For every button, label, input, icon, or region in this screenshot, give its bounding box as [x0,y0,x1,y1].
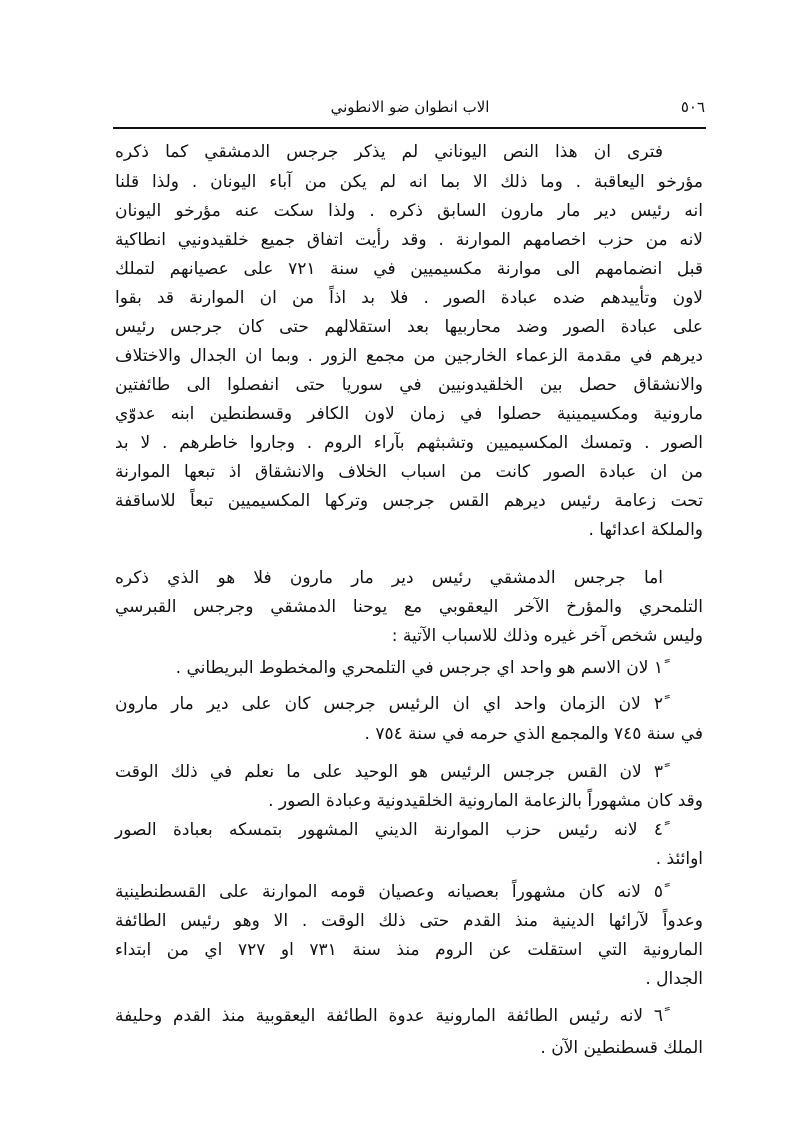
text-line: من ان عبادة الصور كانت من اسباب الخلاف والانشقاق اذ تبعها الموارنة [115,462,703,482]
text-line: في سنة ٧٤٥ والمجمع الذي حرمه في سنة ٧٥٤ . [364,724,703,744]
text-line: الجدال . [645,969,703,989]
text-line: والملكة اعدائها . [588,520,703,540]
text-line: مارونية ومكسيمينية حصلوا في زمان لاون الكافر وقسطنطين ابنه عدوّي [115,404,703,424]
text-line: انه رئيس دير مار مارون السابق ذكره . ولذا سكت عنه مؤرخو اليونان [115,201,703,221]
list-item-6: ٦ً لانه رئيس الطائفة المارونية عدوة الطائفة اليعقوبية منذ القدم وحليفة [115,1006,663,1026]
text-line: وعدواً لآرائها الدينية منذ القدم حتى ذلك الوقت . الا وهو رئيس الطائفة [115,911,703,931]
text-line: الملك قسطنطين الآن . [540,1038,703,1058]
list-item-2: ٢ً لان الزمان واحد اي ان الرئيس جرجس كان على دير مار مارون [115,694,663,714]
list-item-5: ٥ً لانه كان مشهوراً بعصيانه وعصيان قومه الموارنة على القسطنطينية [115,882,663,902]
text-line: التلمحري والمؤرخ الآخر اليعقوبي مع يوحنا الدمشقي وجرجس القبرسي [115,597,703,617]
list-item-4: ٤ً لانه رئيس حزب الموارنة الديني المشهور بتمسكه بعبادة الصور [115,820,663,840]
text-line: المارونية التي استقلت عن الروم منذ سنة ٧٣١ او ٧٢٧ اي من ابتداء [115,940,703,960]
text-line: وليس شخص آخر غيره وذلك للاسباب الآتية : [391,626,703,646]
text-line: الصور . وتمسك المكسيميين وتشبثهم بآراء الروم . وجاروا خاطرهم . لا بد [115,433,703,453]
text-line: قبل انضمامهم الى موارنة مكسيميين في سنة ٧٢١ على عصيانهم لتملك [115,259,703,279]
text-line: اما جرجس الدمشقي رئيس دير مار مارون فلا هو الذي ذكره [115,568,663,588]
text-line: على عبادة الصور وضد محاربيها بعد استقلالهم حتى كان جرجس رئيس [115,317,703,337]
text-line: لانه من حزب اخصامهم الموارنة . وقد رأيت اتفاق جميع خلقيدونيي انطاكية [115,230,703,250]
text-line: لاون وتأييدهم ضده عبادة الصور . فلا بد اذاً من ان الموارنة قد بقوا [115,288,703,308]
list-item-3: ٣ً لان القس جرجس الرئيس هو الوحيد على ما نعلم في ذلك الوقت [115,762,663,782]
text-line: ديرهم في مقدمة الزعماء الخارجين من مجمع الزور . وبما ان الجدال والاختلاف [115,346,703,366]
text-line: اوائئذ . [655,849,703,869]
text-line: والانشقاق حصل بين الخلقيدونيين في سوريا حتى انفصلوا الى طائفتين [115,375,703,395]
header-rule [113,127,706,129]
list-item-1: ١ً لان الاسم هو واحد اي جرجس في التلمحري والمخطوط البريطاني . [175,658,663,678]
text-line: فترى ان هذا النص اليوناني لم يذكر جرجس الدمشقي كما ذكره [115,142,663,162]
page-number: ٥٠٦ [680,98,705,116]
running-title: الاب انطوان ضو الانطوني [330,98,490,116]
text-line: وقد كان مشهوراً بالزعامة المارونية الخلقيدونية وعبادة الصور . [268,791,703,811]
text-line: مؤرخو اليعاقبة . وما ذلك الا بما انه لم يكن من آباء اليونان . ولذا قلنا [115,172,703,192]
text-line: تحت زعامة رئيس ديرهم القس جرجس وتركها المكسيميين تبعاً للاساقفة [115,491,703,511]
running-header [115,98,705,122]
